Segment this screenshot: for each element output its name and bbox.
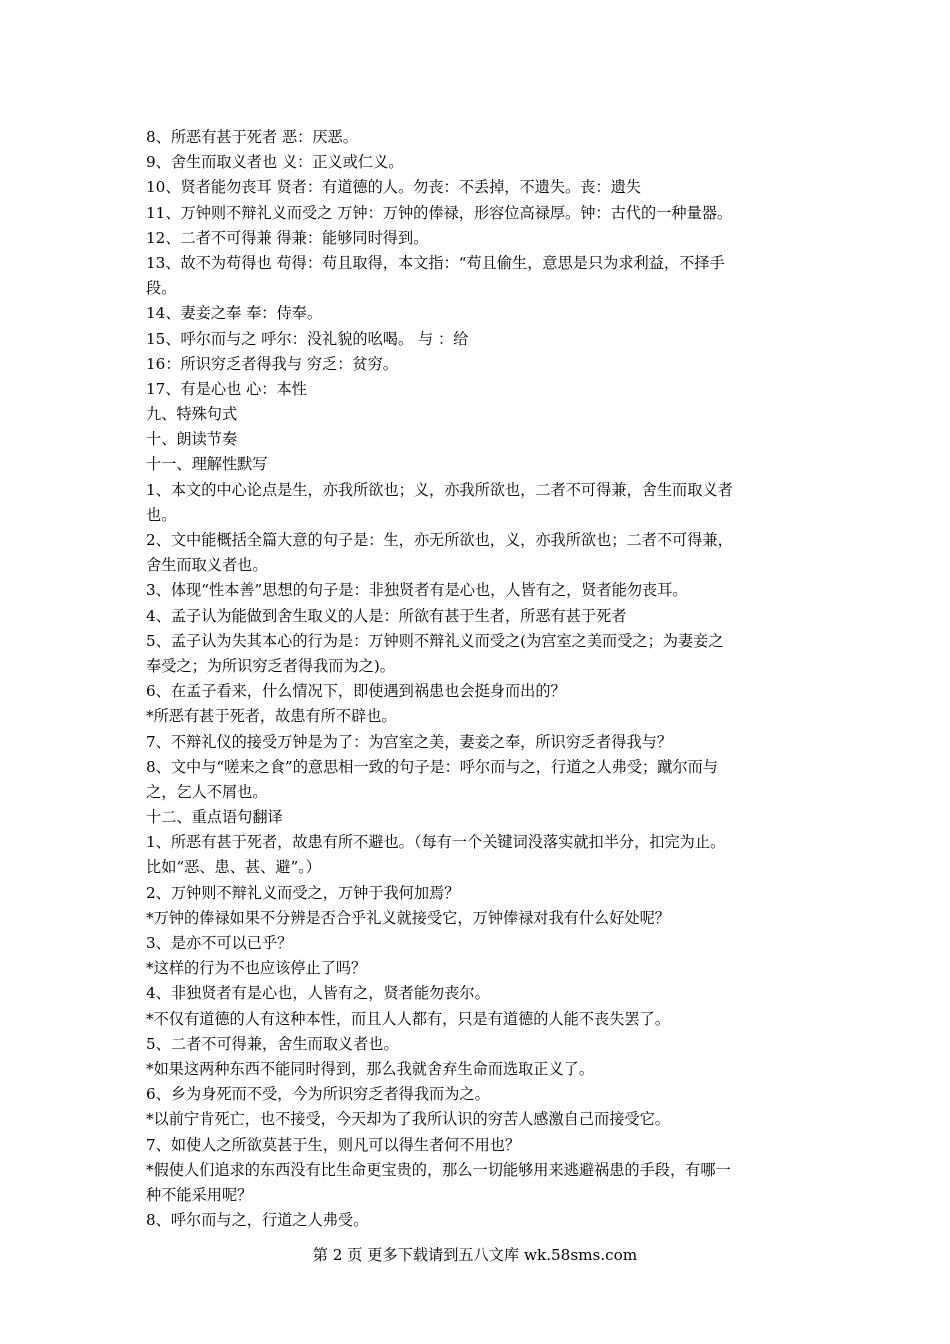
page-footer: 第 2 页 更多下载请到五八文库 wk.58sms.com <box>312 1246 638 1264</box>
text-line: 4、孟子认为能做到舍生取义的人是：所欲有甚于生者，所恶有甚于死者 <box>146 606 627 625</box>
text-line: 15、呼尔而与之 呼尔：没礼貌的吆喝。 与 ：给 <box>146 329 469 348</box>
text-line: 8、所恶有甚于死者 恶：厌恶。 <box>146 128 358 146</box>
text-line: 2、万钟则不辩礼义而受之，万钟于我何加焉？ <box>146 883 460 902</box>
text-line: 种不能采用呢？ <box>146 1185 253 1204</box>
text-line: 十二、重点语句翻译 <box>146 808 283 827</box>
text-line: 13、故不为苟得也 苟得：苟且取得，本文指：“苟且偷生，意思是只为求利益，不择手 <box>146 253 725 272</box>
text-line: 奉受之；为所识穷乏者得我而为之)。 <box>146 656 395 675</box>
text-line: *这样的行为不也应该停止了吗？ <box>146 959 367 978</box>
text-line: 比如“恶、患、甚、避”。） <box>146 858 321 877</box>
text-line: 2、文中能概括全篇大意的句子是：生，亦无所欲也，义，亦我所欲也；二者不可得兼， <box>146 531 733 549</box>
text-line: *以前宁肯死亡，也不接受，今天却为了我所认识的穷苦人感激自己而接受它。 <box>146 1110 670 1129</box>
text-line: 5、孟子认为失其本心的行为是：万钟则不辩礼义而受之(为宫室之美而受之；为妻妾之 <box>146 631 724 650</box>
text-line: 6、乡为身死而不受，今为所识穷乏者得我而为之。 <box>146 1085 490 1104</box>
text-line: 3、是亦不可以已乎？ <box>146 934 293 952</box>
text-line: 6、在孟子看来，什么情况下，即使遇到祸患也会挺身而出的？ <box>146 682 566 701</box>
text-line: *如果这两种东西不能同时得到，那么我就舍弃生命而选取正义了。 <box>146 1059 595 1078</box>
text-line: 5、二者不可得兼，舍生而取义者也。 <box>146 1034 399 1053</box>
text-line: 舍生而取义者也。 <box>146 556 268 575</box>
text-line: 17、有是心也 心：本性 <box>146 379 307 398</box>
text-line: 1、本文的中心论点是生，亦我所欲也；义，亦我所欲也，二者不可得兼，舍生而取义者 <box>146 480 733 499</box>
text-line: 9、舍生而取义者也 义：正义或仁义。 <box>146 153 404 172</box>
text-line: 16：所识穷乏者得我与 穷乏：贫穷。 <box>146 354 398 373</box>
text-line: 11、万钟则不辩礼义而受之 万钟：万钟的俸禄，形容位高禄厚。钟：古代的一种量器。 <box>146 203 733 222</box>
text-line: 7、不辩礼仪的接受万钟是为了：为宫室之美，妻妾之奉，所识穷乏者得我与？ <box>146 732 673 751</box>
text-line: 3、体现“性本善”思想的句子是：非独贤者有是心也，人皆有之，贤者能勿丧耳。 <box>146 581 688 600</box>
text-line: 12、二者不可得兼 得兼：能够同时得到。 <box>146 228 429 247</box>
text-line: 14、妻妾之奉 奉：侍奉。 <box>146 304 323 323</box>
text-line: 8、呼尔而与之，行道之人弗受。 <box>146 1211 369 1230</box>
text-line: 1、所恶有甚于死者，故患有所不避也。（每有一个关键词没落实就扣半分，扣完为止。 <box>146 833 726 852</box>
text-line: 十、朗读节奏 <box>146 430 238 449</box>
text-line: 十一、理解性默写 <box>146 455 268 474</box>
text-line: 之，乞人不屑也。 <box>146 782 268 801</box>
text-line: *万钟的俸禄如果不分辨是否合乎礼义就接受它，万钟俸禄对我有什么好处呢？ <box>146 908 670 927</box>
text-line: 九、特殊句式 <box>146 405 238 424</box>
text-line: *所恶有甚于死者，故患有所不辟也。 <box>146 707 397 726</box>
text-line: 也。 <box>146 505 177 524</box>
text-line: 8、文中与“嗟来之食”的意思相一致的句子是：呼尔而与之，行道之人弗受；蹴尔而与 <box>146 757 718 776</box>
text-line: 7、如使人之所欲莫甚于生，则凡可以得生者何不用也？ <box>146 1135 521 1154</box>
text-line: 段。 <box>146 279 177 298</box>
document-body <box>146 125 810 1233</box>
text-line: *不仅有道德的人有这种本性，而且人人都有，只是有道德的人能不丧失罢了。 <box>146 1009 670 1028</box>
text-line: 10、贤者能勿丧耳 贤者：有道德的人。勿丧：不丢掉，不遗失。丧：遗失 <box>146 178 641 197</box>
text-line: *假使人们追求的东西没有比生命更宝贵的，那么一切能够用来逃避祸患的手段，有哪一 <box>146 1160 731 1179</box>
text-line: 4、非独贤者有是心也，人皆有之，贤者能勿丧尔。 <box>146 984 490 1003</box>
